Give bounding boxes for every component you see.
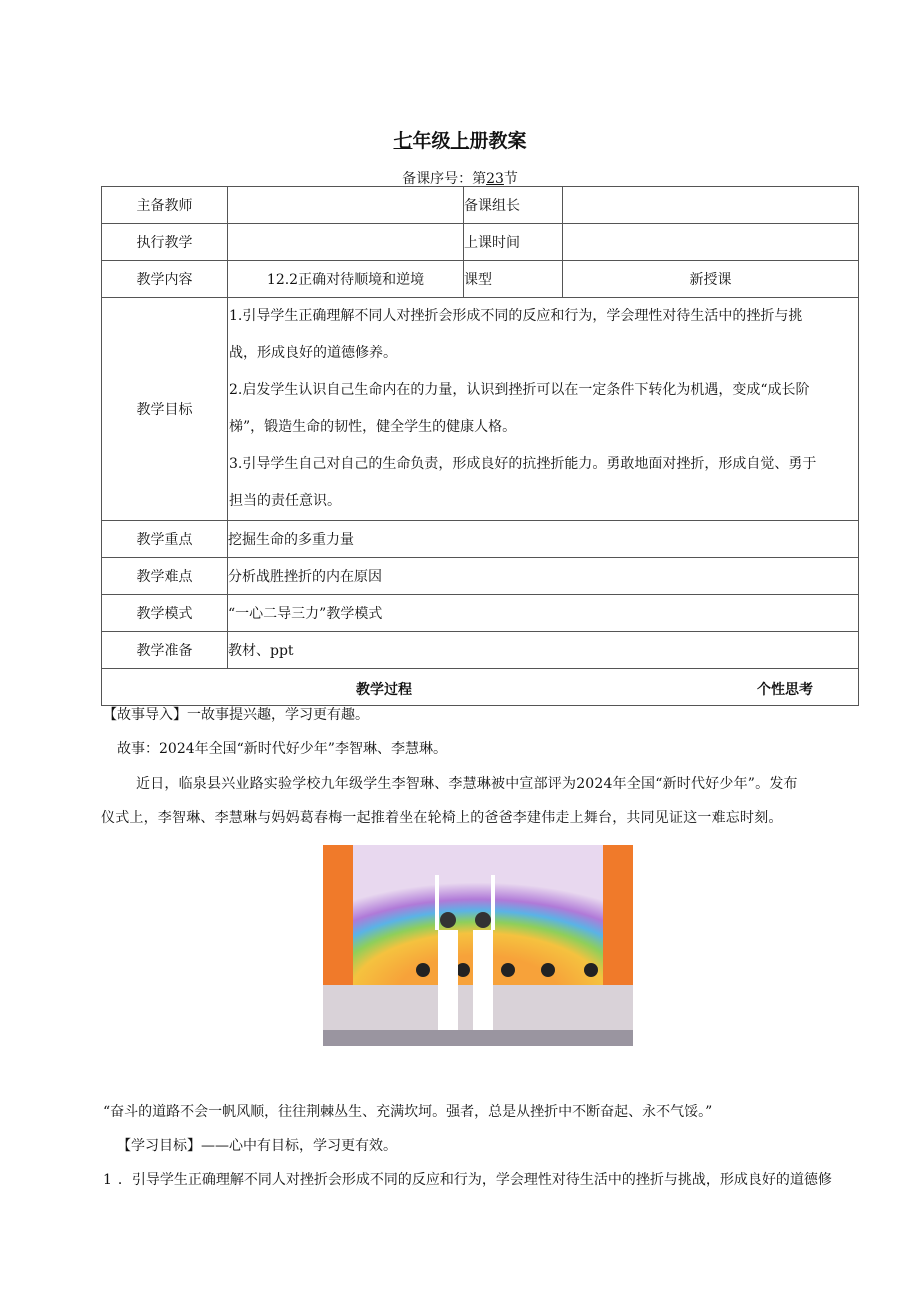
cell-value: 新授课 [563,261,859,298]
title-part: 七 [393,130,413,152]
lesson-table [101,186,859,706]
cell-value: 教材、ppt [228,632,859,669]
thinking-label: 个性思考 [757,682,813,698]
cell-label: 教学内容 [102,261,228,298]
cell-label: 执行教学 [102,224,228,261]
cell-value: “一心二导三力”教学模式 [228,595,859,632]
cell-label: 教学难点 [102,558,228,595]
cell-value [228,224,464,261]
table-row [102,632,859,669]
cell-label: 教学模式 [102,595,228,632]
cell-label: 课型 [464,261,563,298]
stage-photo [323,845,633,1046]
lesson-sequence [0,168,920,188]
table-row [102,669,859,706]
goal-line: 担当的责任意识。 [229,493,341,509]
table-row [102,224,859,261]
table-row [102,187,859,224]
goal-number: 1 [103,1172,112,1188]
seq-label: 备课序号：第 [402,171,487,187]
title-part: 册教案 [469,130,527,152]
goal-heading: 【学习目标】——心中有目标，学习更有效。 [117,1138,397,1154]
goal-line: 2.启发学生认识自己生命内在的力量，认识到挫折可以在一定条件下转化为机遇，变成“成长阶 [229,382,810,398]
story-title: 故事：2024年全国“新时代好少年”李智琳、李慧琳。 [117,741,447,757]
title-part: 年级 [412,130,451,152]
goal-text: ．引导学生正确理解不同人对挫折会形成不同的反应和行为，学会理性对待生活中的挫折与挑战，形成良好的道德修 [117,1172,832,1188]
cell-value [563,224,859,261]
cell-value: 12.2正确对待顺境和逆境 [228,261,464,298]
title-part: 上 [450,130,470,152]
cell-label: 上课时间 [464,224,563,261]
goal-line: 3.引导学生自己对自己的生命负责，形成良好的抗挫折能力。勇敢地面对挫折，形成自觉、勇于 [229,456,817,472]
cell-value [563,187,859,224]
cell-value: 分析战胜挫折的内在原因 [228,558,859,595]
goal-line: 1.引导学生正确理解不同人对挫折会形成不同的反应和行为，学会理性对待生活中的挫折与挑 [229,308,803,324]
table-row [102,595,859,632]
story-paragraph: 仪式上，李智琳、李慧琳与妈妈葛春梅一起推着坐在轮椅上的爸爸李建伟走上舞台，共同见证这一难忘时刻。 [101,810,783,826]
table-row [102,298,859,521]
process-header [102,669,859,706]
goal-line: 战，形成良好的道德修养。 [229,345,397,361]
intro-heading: 【故事导入】一故事提兴趣，学习更有趣。 [103,707,369,723]
cell-label: 教学目标 [102,298,228,521]
story-paragraph: 近日，临泉县兴业路实验学校九年级学生李智琳、李慧琳被中宣部评为2024年全国“新时代好少年”。发布 [136,776,798,792]
cell-label: 教学准备 [102,632,228,669]
goal-item [103,1169,832,1189]
quote: “奋斗的道路不会一帆风顺，往往荆棘丛生、充满坎坷。强者，总是从挫折中不断奋起、永不气馁。” [103,1104,713,1120]
goals-cell [228,298,859,521]
cell-label: 主备教师 [102,187,228,224]
goal-line: 梯”，锻造生命的韧性，健全学生的健康人格。 [229,419,517,435]
table-row [102,261,859,298]
cell-value: 挖掘生命的多重力量 [228,521,859,558]
seq-suffix: 节 [503,171,518,187]
page-title [0,126,920,153]
process-label: 教学过程 [356,682,412,698]
table-row [102,558,859,595]
cell-label: 备课组长 [464,187,563,224]
cell-value [228,187,464,224]
stage-photo-illustration [323,845,633,1046]
cell-label: 教学重点 [102,521,228,558]
table-row [102,521,859,558]
seq-number: 23 [486,171,504,187]
